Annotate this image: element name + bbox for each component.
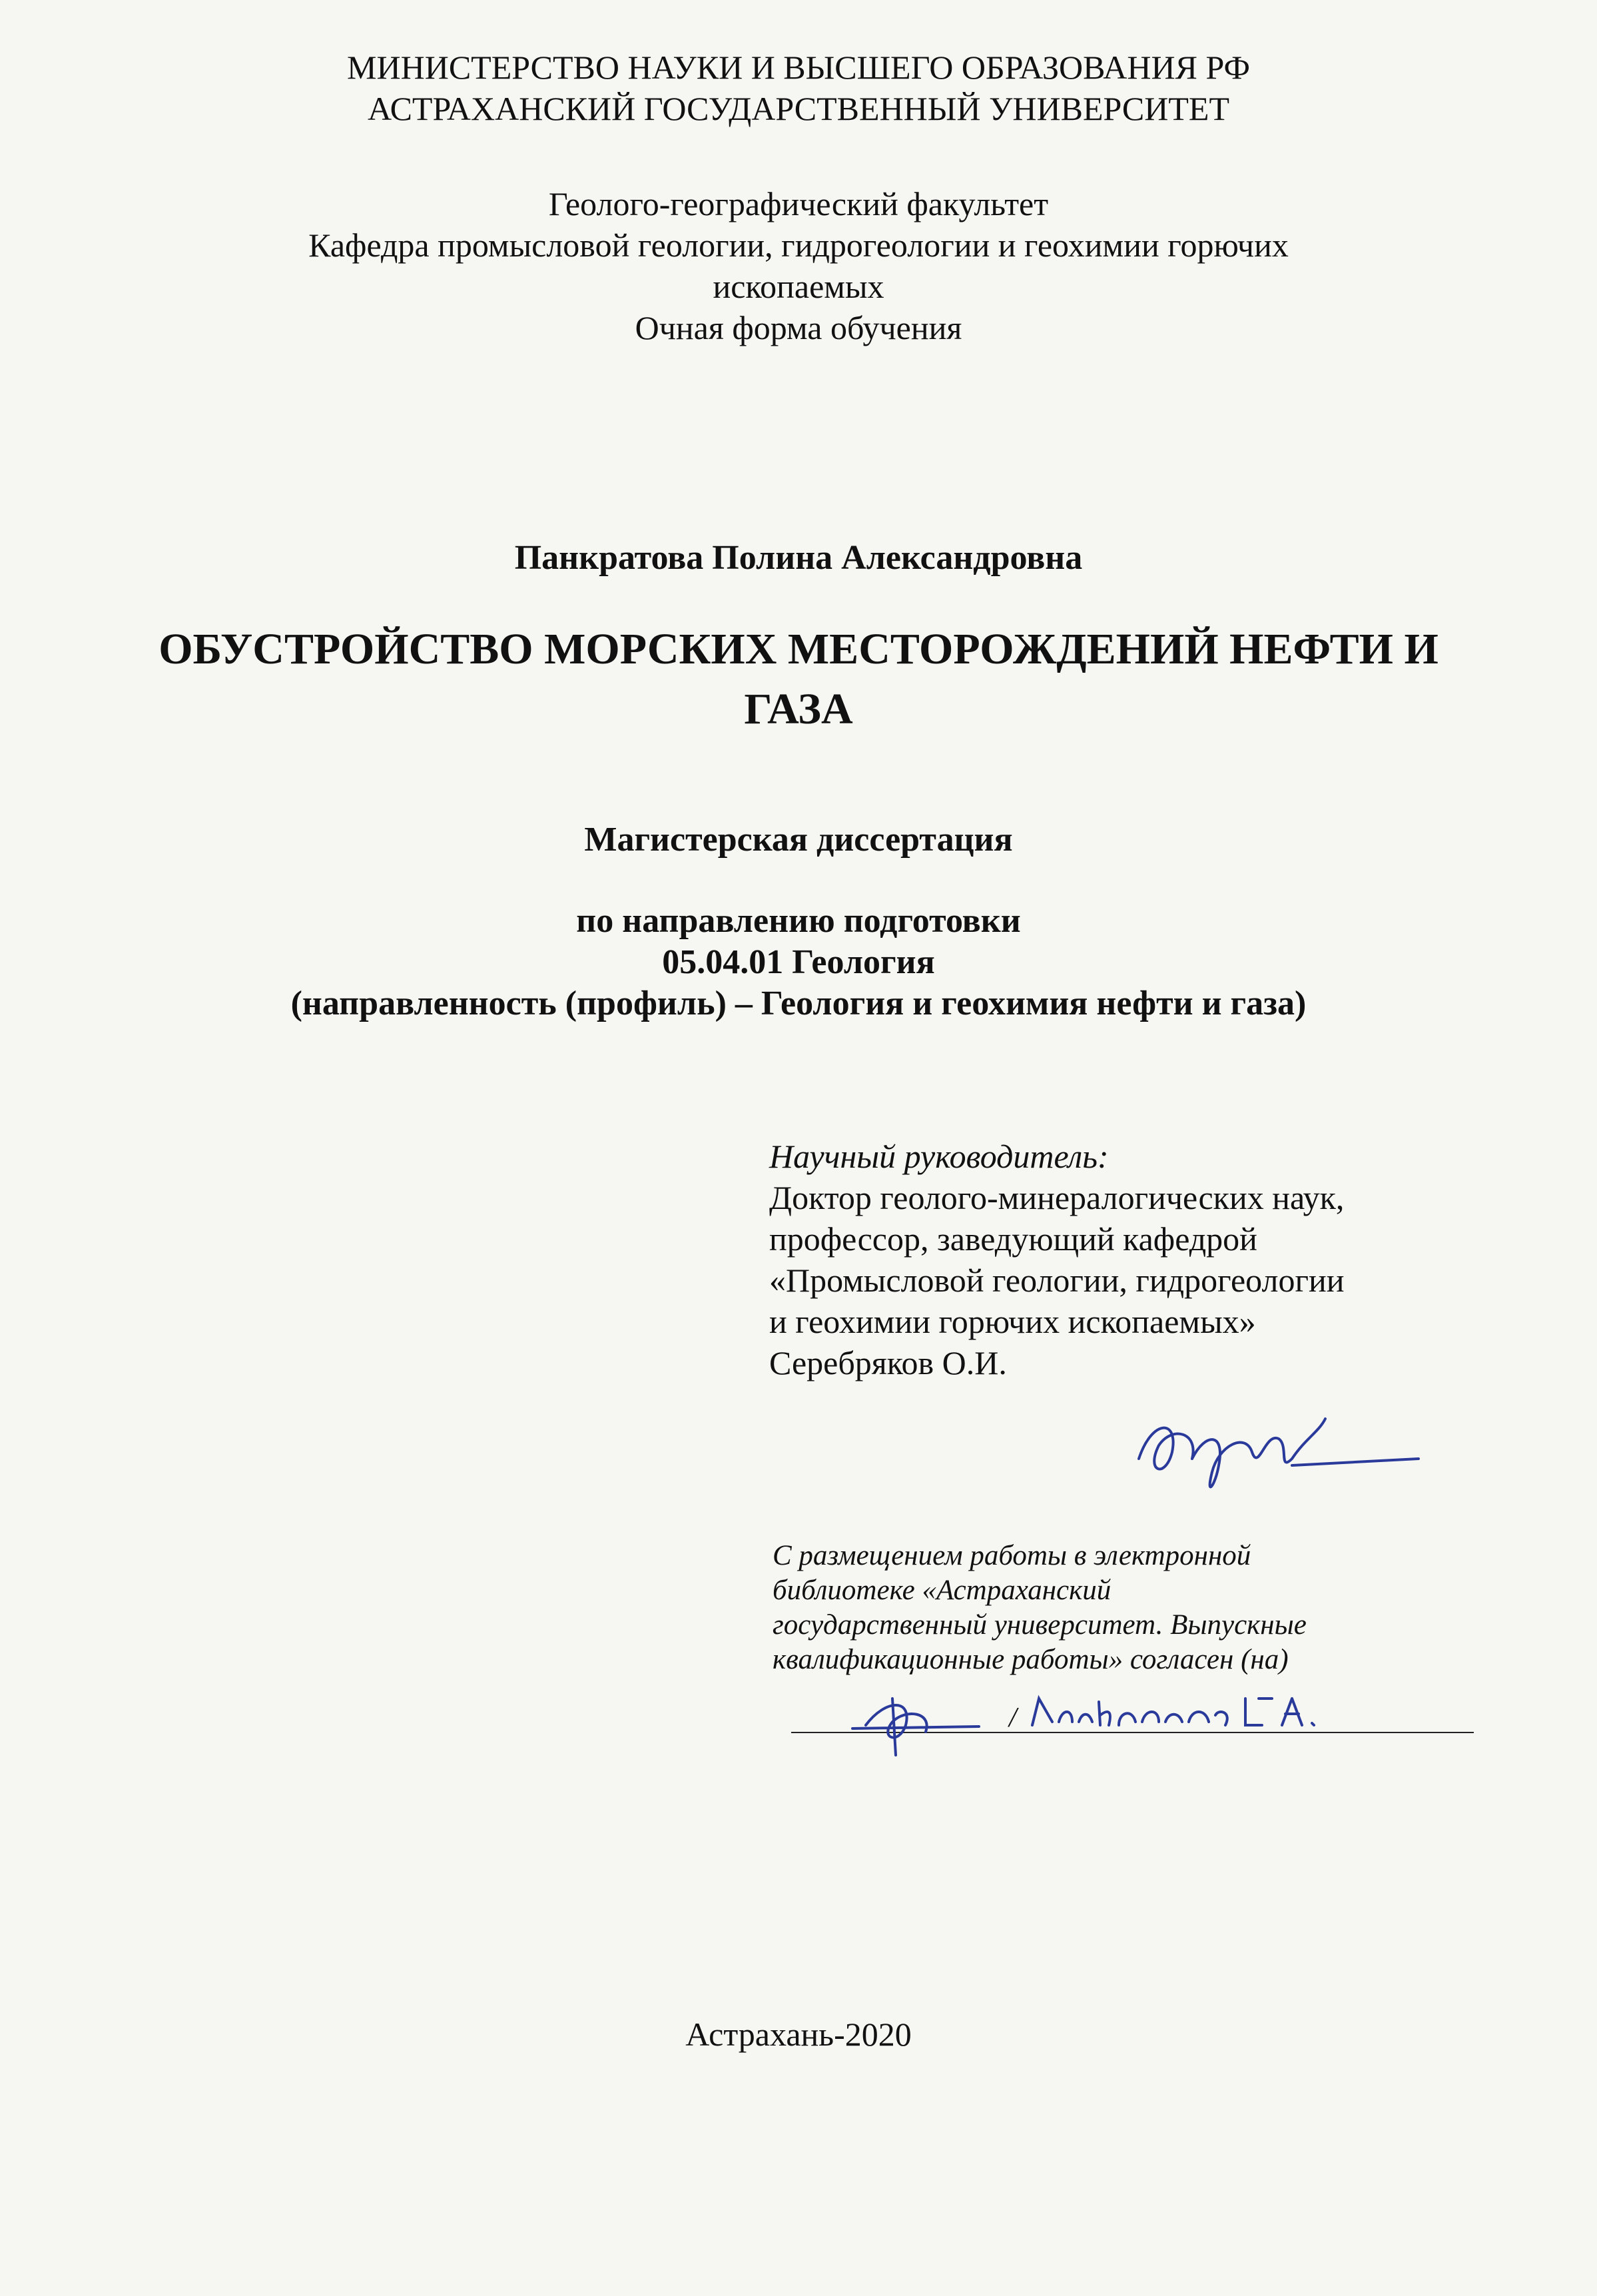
supervisor-name: Серебряков О.И. bbox=[769, 1344, 1007, 1381]
department-name-line2: ископаемых bbox=[713, 268, 884, 305]
city-year: Астрахань-2020 bbox=[685, 2016, 912, 2053]
degree-type: Магистерская диссертация bbox=[584, 821, 1013, 859]
consent-line2: библиотеке «Астраханский bbox=[773, 1575, 1112, 1606]
department-name-line1: Кафедра промысловой геологии, гидрогеологии и геохимии горючих bbox=[308, 226, 1289, 264]
supervisor-signature bbox=[1125, 1405, 1432, 1505]
supervisor-degree-line3: «Промысловой геологии, гидрогеологии bbox=[769, 1262, 1345, 1299]
supervisor-degree-line2: профессор, заведующий кафедрой bbox=[769, 1220, 1257, 1258]
ministry-name: МИНИСТЕРСТВО НАУКИ И ВЫСШЕГО ОБРАЗОВАНИЯ РФ bbox=[347, 49, 1250, 86]
supervisor-label: Научный руководитель: bbox=[769, 1138, 1109, 1175]
supervisor-degree-line1: Доктор геолого-минералогических наук, bbox=[769, 1179, 1345, 1216]
direction-label: по направлению подготовки bbox=[576, 902, 1021, 940]
profile: (направленность (профиль) – Геология и геохимия нефти и газа) bbox=[290, 984, 1307, 1022]
consent-line3: государственный университет. Выпускные bbox=[773, 1609, 1307, 1641]
supervisor-degree-line4: и геохимии горючих ископаемых» bbox=[769, 1303, 1256, 1340]
faculty-block bbox=[0, 183, 1597, 348]
author-name: Панкратова Полина Александровна bbox=[514, 539, 1083, 577]
signature-separator: / bbox=[1009, 1703, 1017, 1733]
thesis-title-line1: ОБУСТРОЙСТВО МОРСКИХ МЕСТОРОЖДЕНИЙ НЕФТИ И bbox=[159, 625, 1438, 673]
university-name: АСТРАХАНСКИЙ ГОСУДАРСТВЕННЫЙ УНИВЕРСИТЕТ bbox=[367, 90, 1230, 127]
thesis-title-line2: ГАЗА bbox=[744, 685, 853, 733]
thesis-title bbox=[0, 619, 1597, 739]
consent-block bbox=[773, 1539, 1472, 1677]
author-signature bbox=[846, 1685, 986, 1758]
consent-line1: С размещением работы в электронной bbox=[773, 1540, 1251, 1571]
supervisor-block bbox=[769, 1136, 1535, 1383]
author-handwritten-name bbox=[1026, 1689, 1399, 1735]
degree-block bbox=[0, 819, 1597, 1024]
study-form: Очная форма обучения bbox=[635, 309, 962, 346]
direction-code: 05.04.01 Геология bbox=[662, 943, 935, 981]
consent-line4: квалификационные работы» согласен (на) bbox=[773, 1644, 1289, 1675]
faculty-name: Геолого-географический факультет bbox=[548, 185, 1049, 222]
header-block bbox=[0, 47, 1597, 129]
